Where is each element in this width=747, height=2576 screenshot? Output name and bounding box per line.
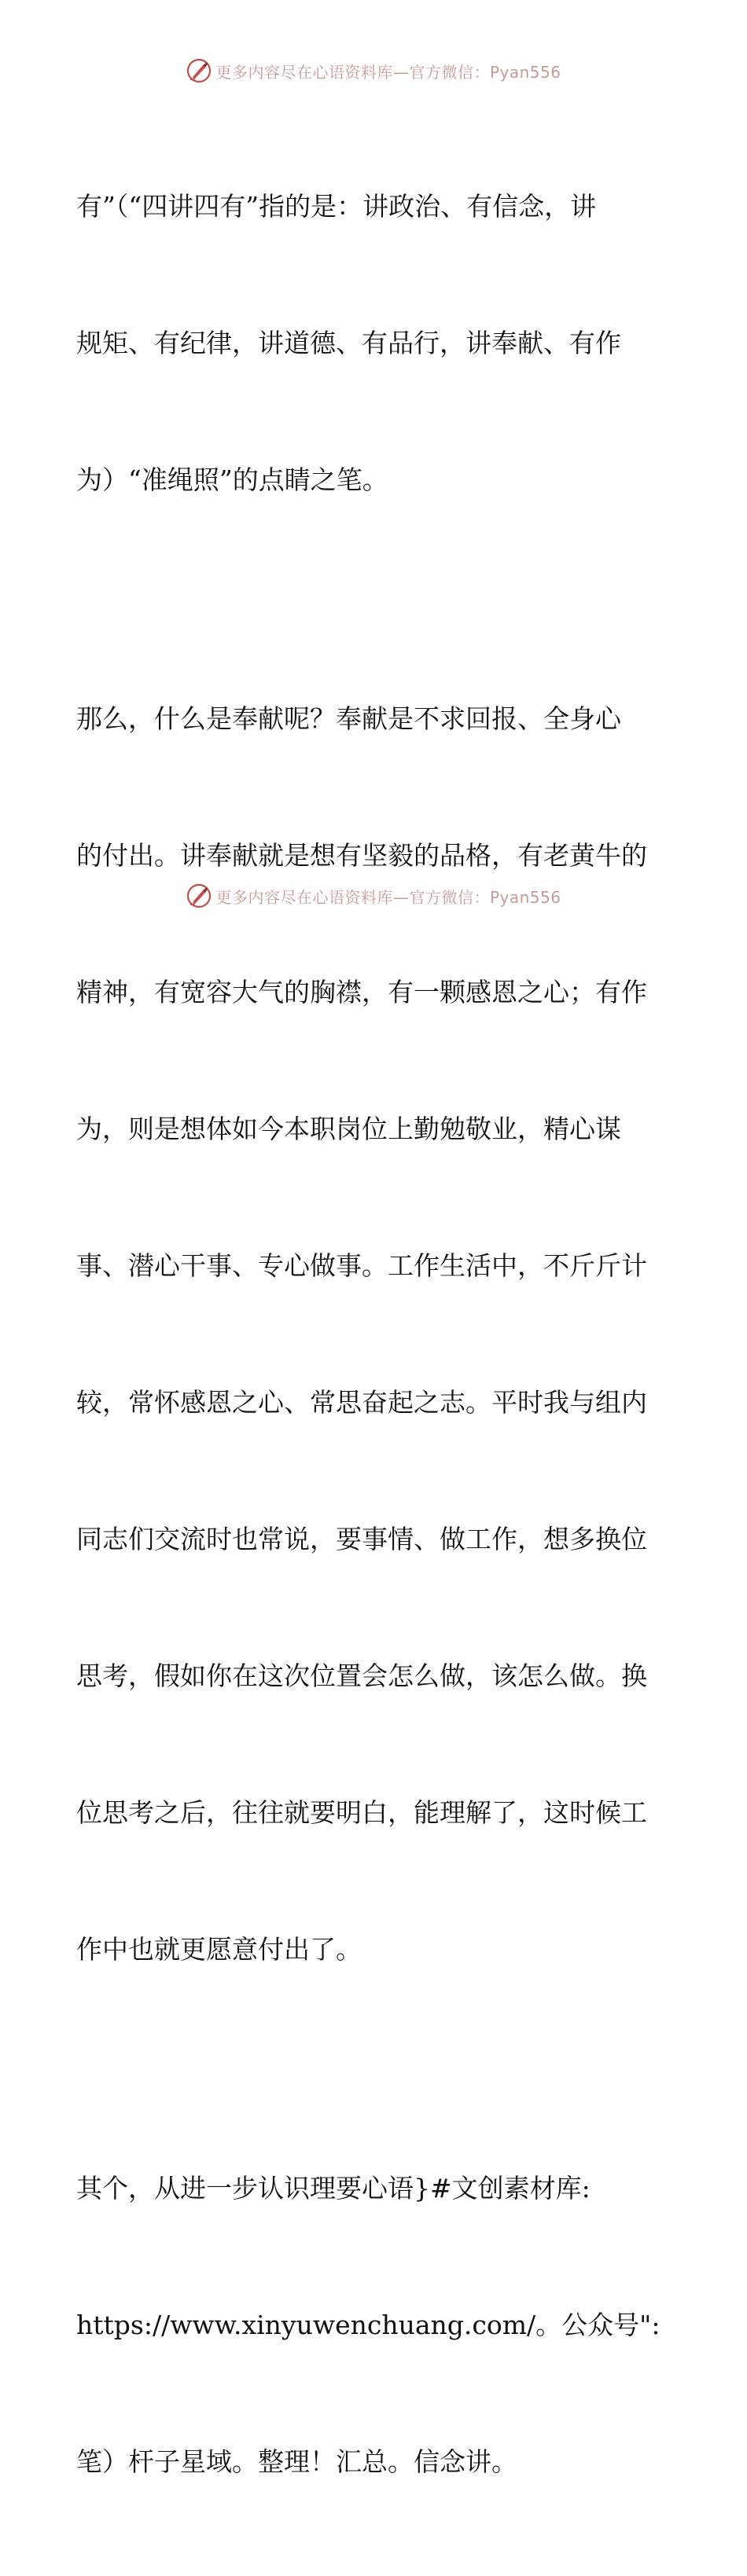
text-line: 为）“准绳照”的点睛之笔。 [76, 464, 388, 495]
text-line: 笔）杆子星域。整理！汇总。信念讲。 [76, 2446, 517, 2477]
text-line: 思考，假如你在这次位置会怎么做，该怎么做。换 [76, 1660, 647, 1691]
text-line: 较，常怀感恩之心、常思奋起之志。平时我与组内 [76, 1387, 647, 1418]
feather-pen-seal-icon [186, 57, 212, 84]
text-line: 精神，有宽容大气的胸襟，有一颗感恩之心；有作 [76, 977, 647, 1007]
document-body [76, 93, 674, 2576]
text-line: 同志们交流时也常说，要事情、做工作，想多换位 [76, 1524, 647, 1554]
header-watermark [0, 55, 747, 86]
watermark-text: 更多内容尽在心语资料库—官方微信：Pyan556 [215, 887, 561, 907]
text-line: 规矩、有纪律，讲道德、有品行，讲奉献、有作 [76, 328, 621, 358]
footer-watermark [0, 880, 747, 912]
feather-pen-seal-icon [186, 883, 212, 909]
watermark-text: 更多内容尽在心语资料库—官方微信：Pyan556 [215, 62, 561, 82]
text-line: 事、潜心干事、专心做事。工作生活中，不斤斤计 [76, 1250, 647, 1281]
text-line: 其个，从进一步认识理要心语}#文创素材库: [76, 2173, 591, 2204]
text-line: 作中也就更愿意付出了。 [76, 1934, 362, 1965]
text-line: 有”（“四讲四有”指的是：讲政治、有信念，讲 [76, 191, 597, 222]
paragraph [76, 93, 674, 594]
text-line: https://www.xinyuwenchuang.com/。公众号": [76, 2310, 661, 2340]
text-line: 位思考之后，往往就要明白，能理解了，这时候工 [76, 1797, 647, 1828]
text-line: 那么，什么是奉献呢？奉献是不求回报、全身心 [76, 703, 621, 734]
paragraph [76, 605, 674, 2064]
paragraph [76, 2075, 674, 2576]
text-line: 为，则是想体如今本职岗位上勤勉敬业，精心谋 [76, 1114, 621, 1144]
text-line: 的付出。讲奉献就是想有坚毅的品格，有老黄牛的 [76, 840, 647, 871]
